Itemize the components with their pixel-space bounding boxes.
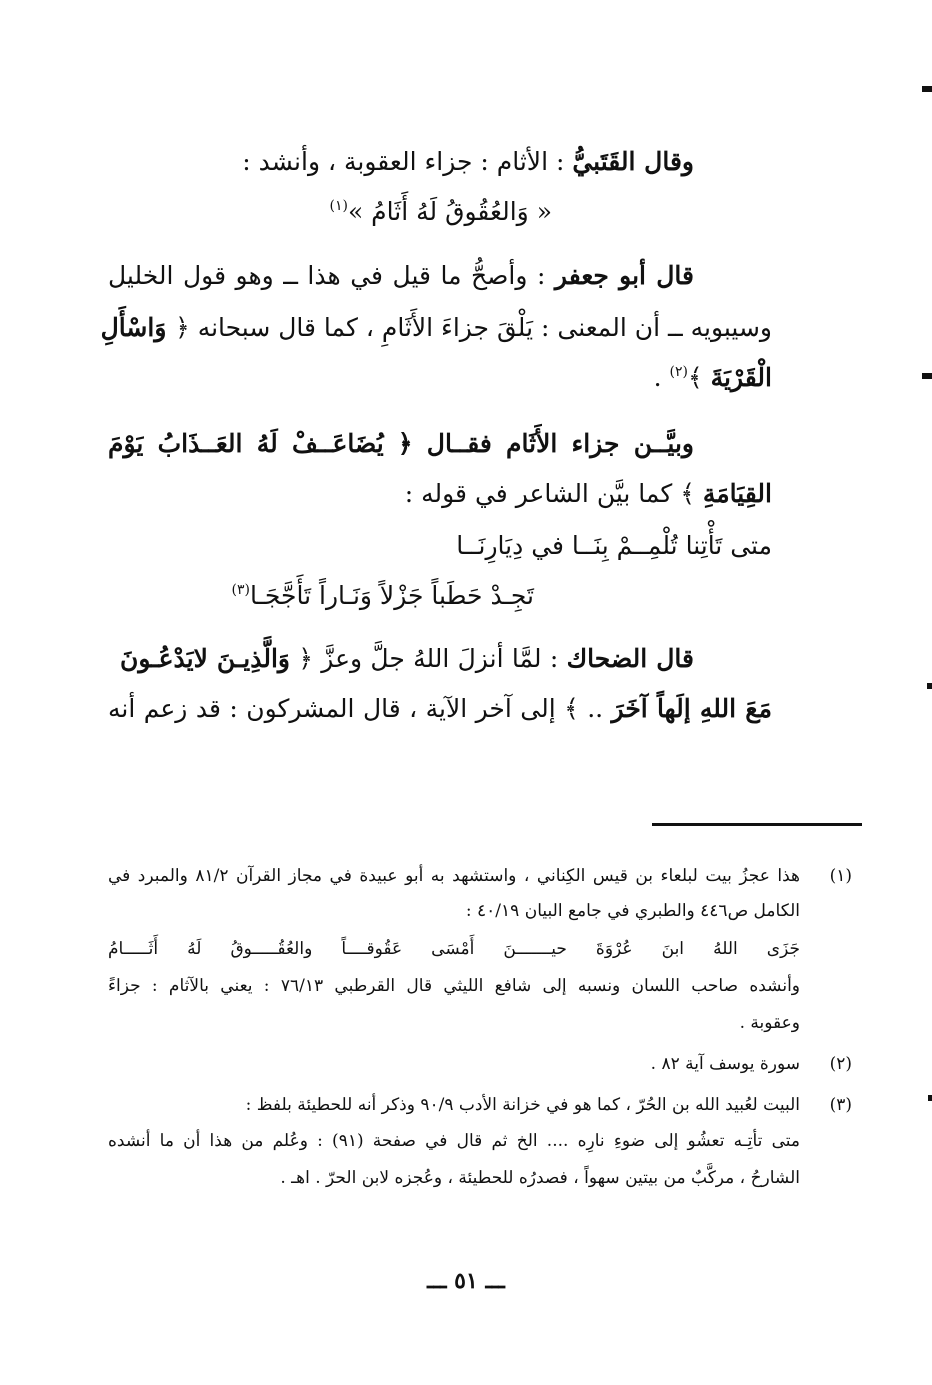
speaker-name: قال الضحاك [566,644,694,673]
body-line-4 [100,312,772,344]
margin-mark [922,86,932,92]
footnote-text: هذا عجزُ بيت لبلعاء بن قيس الكِناني ، واستشهد به أبو عبيدة في مجاز القرآن ٨١/٢ والمبرد في [108,866,800,886]
quran-text: وَالَّذِيـنَ لايَدْعُـونَ [120,644,290,673]
footnote-separator [652,823,862,826]
page-number: ـــ ٥١ ـــ [427,1268,505,1294]
quran-text: القِيَامَةِ [702,479,772,508]
body-text: . [653,363,670,392]
body-line-7 [405,478,772,510]
margin-mark [928,1095,932,1101]
poem-hemistich-2 [231,580,534,612]
footnote-text: وأنشده صاحب اللسان ونسبه إلى شافع الليثي قال القرطبي ٧٦/١٣ : يعني بالآثام : جزاءً [108,976,800,996]
body-text: : لمَّا أنزلَ اللهُ جلَّ وعزَّ ﴿ [290,644,567,673]
poem-hemistich-1 [456,530,772,562]
footnote-text: سورة يوسف آية ٨٢ . [650,1054,800,1074]
footnote-text: متى تأتِـه تعشُو إلى ضوءِ نارِه .... الخ ثم قال في صفحة (٩١) : وعُلم من هذا أن ما أنشده [108,1131,800,1151]
body-line-1 [230,146,694,178]
footnote-ref: (١) [329,198,348,214]
body-text: ﴾ كما بيَّن الشاعر في قوله : [404,479,703,508]
margin-mark [922,373,932,379]
speaker-name: وقال القَتَبيُّ [572,147,694,176]
footnote-number: (١) [829,866,852,886]
quran-text: وبيَّــن جزاء الأَثَام فقــال ﴿ يُضَاعَــفْ لَهُ العَــذَابُ يَوْمَ [108,429,694,458]
body-line-5 [654,362,772,394]
verse-text: « وَالعُقُوقُ لَهُ أَثَامُ » [347,197,552,226]
body-line-6 [108,428,694,460]
quran-text: الْقَرْيَةَ [710,363,772,392]
footnote-text: الشارحُ ، مركَّبٌ من بيتين سهواً ، فصدرُه للحطيئة ، وعُجزه لابن الحرّ . اهـ . [280,1168,800,1188]
verse-text: متى تَأْتِنا تُلْمِــمْ بِنَــا في دِيَارِنَــا [456,531,772,560]
footnote-number: (٣) [829,1095,852,1115]
body-line-11 [108,693,772,725]
speaker-name: قال أبو جعفر [554,261,694,290]
footnote-text: البيت لعُبيد الله بن الحُرّ ، كما هو في خزانة الأدب ٩٠/٩ وذكر أنه للحطيئة بلفظ : [245,1095,800,1115]
body-text: .. ﴾ إلى آخر الآية ، قال المشركون : قد زعم أنه [108,694,612,723]
body-text: ﴾ [688,363,711,392]
footnote-text: الكامل ص٤٤٦ والطبري في جامع البيان ٤٠/١٩ : [465,901,800,921]
footnote-verse: جَزَى اللهُ ابنَ عُرْوَةَ حيـــــــنَ أَمْسَى عَقُوقــــاً والعُقُـــــوقُ لَهُ أَثَـــــامُ [108,939,800,959]
body-line-3 [108,260,694,292]
quran-text: وَاسْأَلِ [100,313,176,342]
body-line-10 [120,643,694,675]
footnote-number: (٢) [829,1054,852,1074]
body-text: وسيبويه ــ أن المعنى : يَلْقَ جزاءَ الأَثَامِ ، كما قال سبحانه ﴿ [175,313,772,342]
verse-fragment [330,196,552,228]
quran-text: مَعَ اللهِ إلَهاً آخَرَ [611,694,772,723]
margin-mark [927,683,932,689]
footnote-ref: (٣) [231,582,250,598]
footnote-ref: (٢) [669,364,689,380]
body-text: : الأثام : جزاء العقوبة ، وأنشد : [242,147,573,176]
footnote-text: وعقوبة . [739,1013,800,1033]
verse-text: تَجِـدْ حَطَباً جَزْلاً وَنَـاراً تَأَجَّجَـا [249,581,534,610]
body-text: : وأصحُّ ما قيل في هذا ــ وهو قول الخليل [108,261,555,290]
